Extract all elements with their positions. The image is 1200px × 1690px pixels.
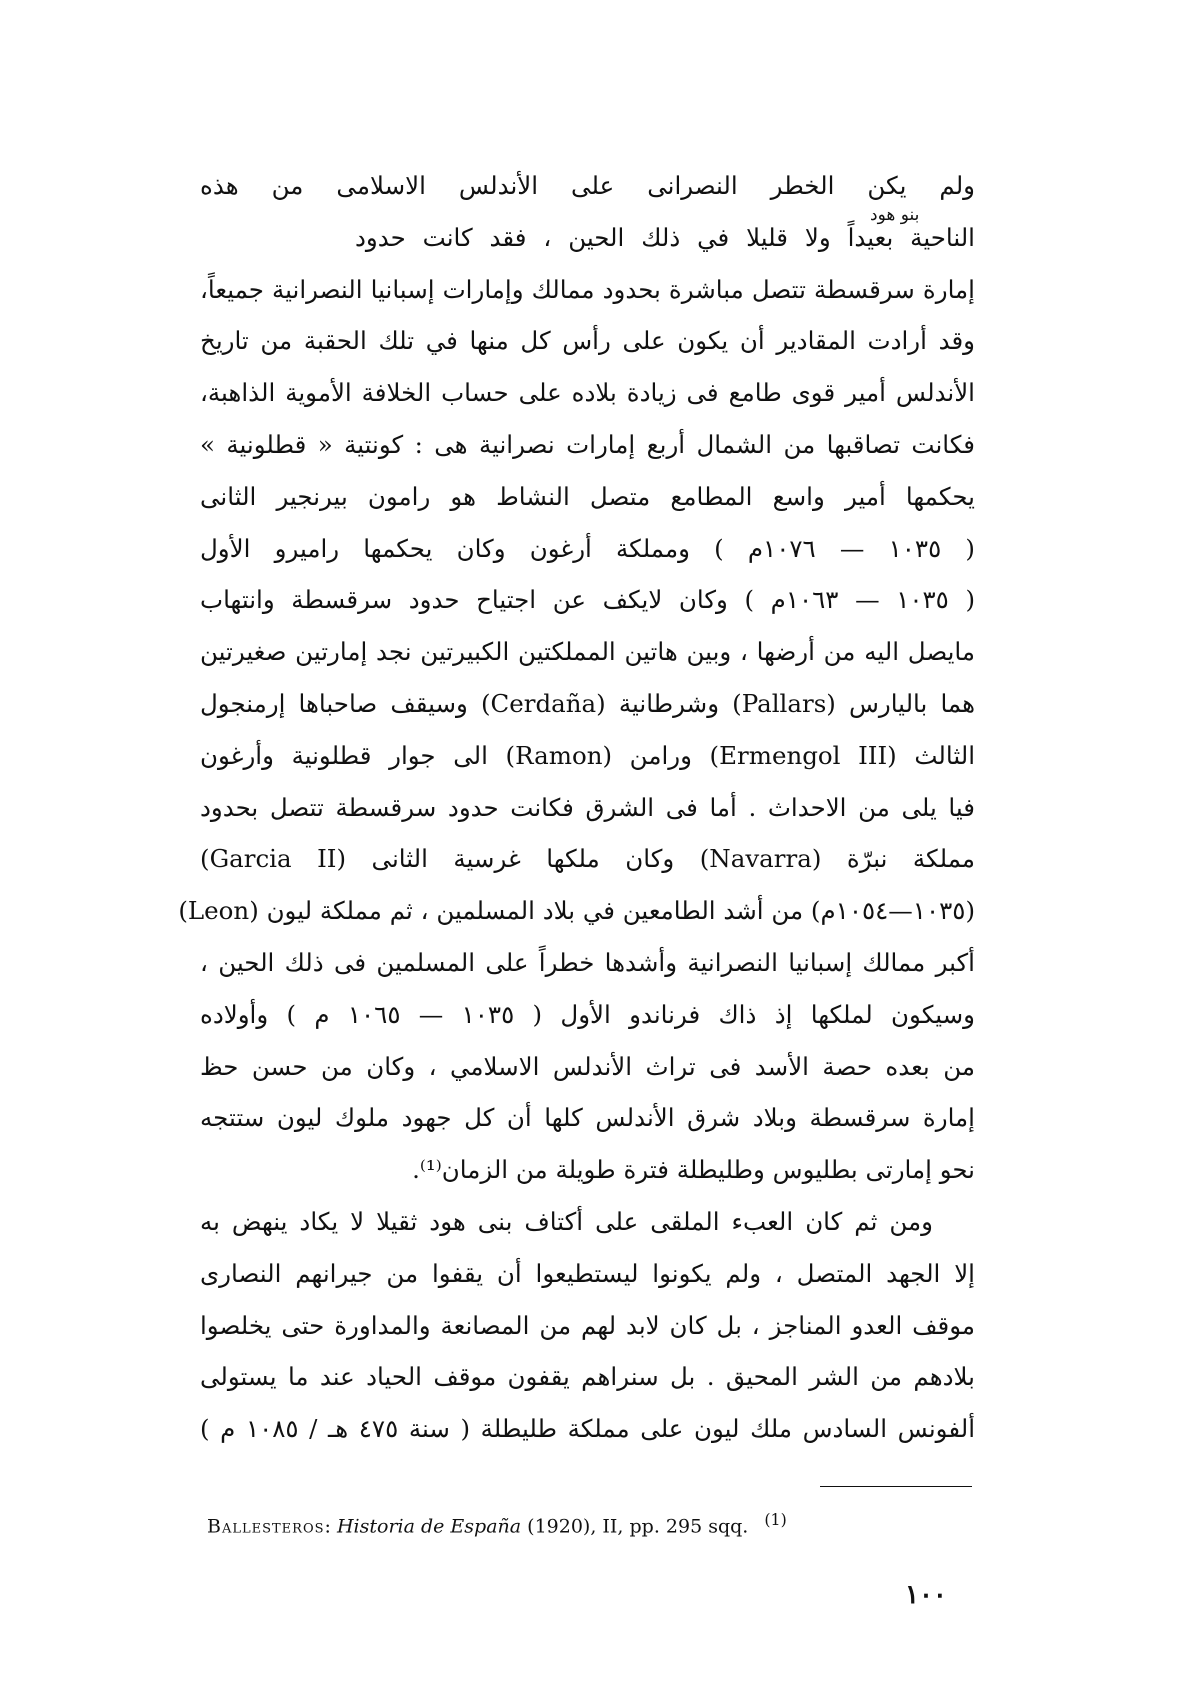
text-line: مملكة نبرّة (Navarra) وكان ملكها غرسية الثانى (Garcia II) [200,844,975,874]
footnote-details: (1920), II, pp. 295 sqq. [527,1515,749,1538]
text-line: ومن ثم كان العبء الملقى على أكتاف بنى هود ثقيلا لا يكاد ينهض به [200,1206,933,1236]
footnote [207,1510,977,1537]
footnote-title: Historia de España [336,1515,522,1538]
text-line: ألفونس السادس ملك ليون على مملكة طليطلة ( سنة ٤٧٥ هـ / ١٠٨٥ م ) [200,1414,975,1444]
text-line: إلا الجهد المتصل ، ولم يكونوا ليستطيعوا أن يقفوا من جيرانهم النصارى [200,1258,975,1288]
page-number: ١٠٠ [905,1580,947,1610]
text-line: إمارة سرقسطة تتصل مباشرة بحدود ممالك وإمارات إسبانيا النصرانية جميعاً، [200,274,975,304]
text-line: وقد أرادت المقادير أن يكون على رأس كل منها في تلك الحقبة من تاريخ [200,326,975,356]
body-text [178,160,976,1455]
text-line: الأندلس أمير قوى طامع فى زيادة بلاده على حساب الخلافة الأموية الذاهبة، [200,378,975,408]
text-line: فيا يلى من الاحداث . أما فى الشرق فكانت حدود سرقسطة تتصل بحدود [200,792,975,822]
paragraph-1 [178,160,976,1196]
footnote-marker: (1) [764,1510,787,1529]
footnote-colon: : [324,1515,337,1538]
text-line: إمارة سرقسطة وبلاد شرق الأندلس كلها أن كل جهود ملوك ليون ستتجه [200,1103,975,1133]
text-line: بلادهم من الشر المحيق . بل سنراهم يقفون موقف الحياد عند ما يستولى [200,1362,975,1392]
text-line: موقف العدو المناجز ، بل كان لابد لهم من المصانعة والمداورة حتى يخلصوا [200,1310,975,1340]
text-line: يحكمها أمير واسع المطامع متصل النشاط هو رامون بيرنجير الثانى [200,481,975,511]
text-line: (١٠٣٥—١٠٥٤م) من أشد الطامعين في بلاد المسلمين ، ثم مملكة ليون (Leon) [178,896,975,926]
text-line: ( ١٠٣٥ — ١٠٧٦م ) ومملكة أرغون وكان يحكمها راميرو الأول [200,533,975,563]
paragraph-2 [200,1196,975,1455]
text-line: الثالث (Ermengol III) ورامن (Ramon) الى جوار قطلونية وأرغون [200,740,976,770]
text-line: ( ١٠٣٥ — ١٠٦٣م ) وكان لايكف عن اجتياح حدود سرقسطة وانتهاب [200,585,975,615]
text-line: مايصل اليه من أرضها ، وبين هاتين المملكتين الكبيرتين نجد إمارتين صغيرتين [200,637,975,667]
footnote-author: Ballesteros [207,1515,325,1538]
text-line: من بعده حصة الأسد فى تراث الأندلس الاسلامي ، وكان من حسن حظ [200,1051,975,1081]
text-line: أكبر ممالك إسبانيا النصرانية وأشدها خطراً على المسلمين فى ذلك الحين ، [200,947,975,977]
text-line: هما باليارس (Pallars) وشرطانية (Cerdaña) وسيقف صاحباها إرمنجول [200,688,975,718]
text-line: الناحية بعيداً ولا قليلا في ذلك الحين ، فقد كانت حدود [355,222,975,252]
text-line: نحو إمارتى بطليوس وطليطلة فترة طويلة من الزمان⁽¹⁾. [412,1155,975,1185]
text-line: ولم يكن الخطر النصرانى على الأندلس الاسلامى من هذه [200,171,975,200]
text-line: فكانت تصاقبها من الشمال أربع إمارات نصرانية هى : كونتية « قطلونية » [200,429,975,459]
footnote-divider [820,1486,972,1487]
margin-note: بنو هود [870,205,920,225]
text-line: وسيكون لملكها إذ ذاك فرناندو الأول ( ١٠٣٥ — ١٠٦٥ م ) وأولاده [200,999,975,1029]
